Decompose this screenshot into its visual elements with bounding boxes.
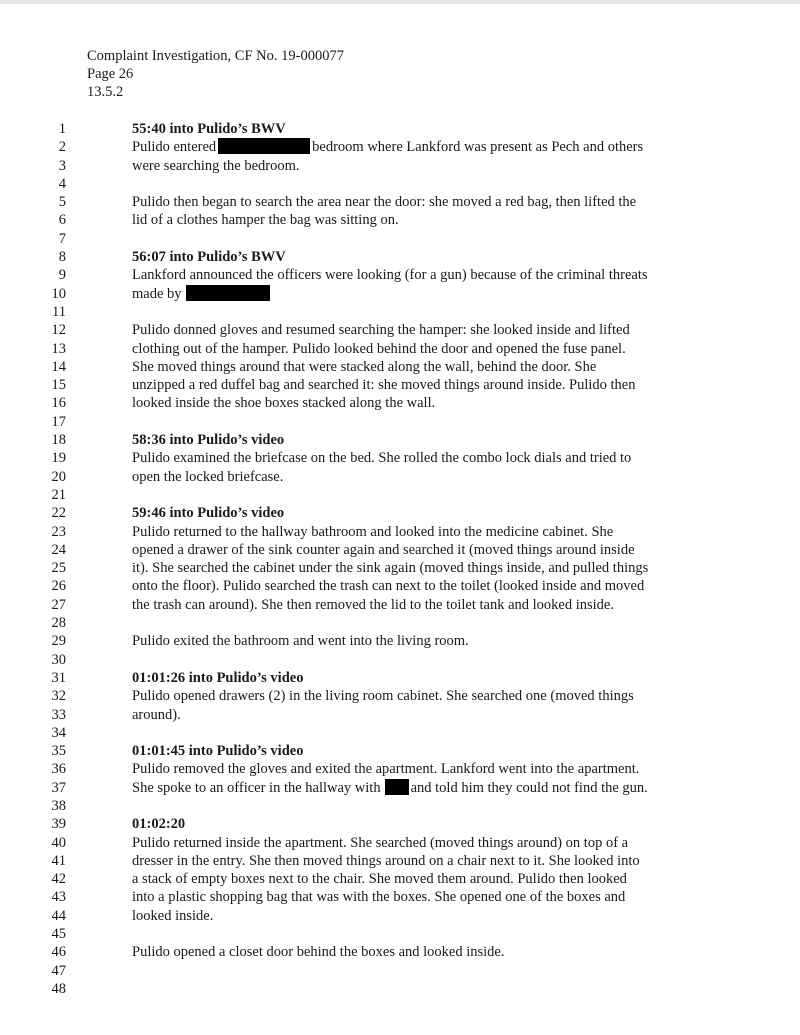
- line-number: 4: [58, 175, 66, 192]
- text-line: onto the floor). Pulido searched the trash can next to the toilet (looked inside and moved: [132, 578, 645, 595]
- text-line: open the locked briefcase.: [132, 468, 284, 485]
- line-number: 47: [51, 962, 66, 979]
- line-number: 38: [51, 797, 66, 814]
- text-line: lid of a clothes hamper the bag was sitting on.: [132, 212, 399, 229]
- text-line: [132, 779, 700, 797]
- line-number: 33: [51, 706, 66, 723]
- line-number: 19: [51, 450, 66, 467]
- line-number: 23: [51, 523, 66, 540]
- blank-line: [132, 303, 700, 321]
- line-number: 9: [58, 267, 66, 284]
- line-number: 3: [58, 157, 66, 174]
- line-number: 48: [51, 980, 66, 997]
- line-number: 30: [51, 651, 66, 668]
- text-span: bedroom where Lankford was present as Pech and others: [312, 139, 644, 156]
- timestamp-heading: 01:01:45 into Pulido’s video: [132, 743, 304, 760]
- line-number: 17: [51, 413, 66, 430]
- page-number: Page 26: [87, 66, 134, 82]
- text-line: She moved things around that were stacked along the wall, behind the door. She: [132, 358, 597, 375]
- line-number: 10: [51, 285, 66, 302]
- text-line: Pulido examined the briefcase on the bed. She rolled the combo lock dials and tried to: [132, 450, 632, 467]
- blank-line: [132, 486, 700, 504]
- blank-line: [132, 230, 700, 248]
- timestamp-heading: 55:40 into Pulido’s BWV: [132, 121, 286, 137]
- text-line: Pulido donned gloves and resumed searching the hamper: she looked inside and lifted: [132, 322, 630, 339]
- line-number: 31: [51, 669, 66, 686]
- line-number: 18: [51, 432, 66, 449]
- text-line: clothing out of the hamper. Pulido looked behind the door and opened the fuse panel.: [132, 340, 626, 357]
- line-number: 14: [51, 358, 66, 375]
- case-title: Complaint Investigation, CF No. 19-000077: [87, 48, 344, 64]
- text-line: Pulido removed the gloves and exited the apartment. Lankford went into the apartment.: [132, 761, 640, 778]
- section-number: 13.5.2: [87, 84, 124, 100]
- line-number: 42: [51, 871, 66, 888]
- timestamp-heading: 01:02:20: [132, 816, 186, 833]
- line-number: 5: [58, 194, 66, 211]
- text-line: unzipped a red duffel bag and searched it: she moved things around inside. Pulido then: [132, 377, 636, 394]
- text-line: it). She searched the cabinet under the sink again (moved things inside, and pulled things: [132, 560, 649, 577]
- line-number: 2: [58, 139, 66, 156]
- text-line: were searching the bedroom.: [132, 157, 300, 174]
- line-number: 21: [51, 486, 66, 503]
- line-number: 26: [51, 578, 66, 595]
- text-line: into a plastic shopping bag that was with the boxes. She opened one of the boxes and: [132, 889, 626, 906]
- blank-line: [132, 724, 700, 742]
- line-number: 28: [51, 615, 66, 632]
- blank-line: [132, 925, 700, 943]
- line-number: 27: [51, 596, 66, 613]
- line-number: 7: [58, 230, 66, 247]
- line-number: 8: [58, 249, 66, 266]
- text-line: Pulido opened drawers (2) in the living room cabinet. She searched one (moved things: [132, 688, 634, 705]
- line-number: 12: [51, 322, 66, 339]
- redaction-box: [186, 285, 270, 301]
- text-line: opened a drawer of the sink counter again and searched it (moved things around inside: [132, 541, 635, 558]
- line-number: 44: [51, 907, 66, 924]
- line-number: 46: [51, 944, 66, 961]
- text-line: [132, 138, 700, 156]
- text-line: [132, 285, 700, 303]
- timestamp-heading: 59:46 into Pulido’s video: [132, 505, 285, 522]
- text-line: around).: [132, 706, 181, 723]
- line-number: 15: [51, 377, 66, 394]
- line-number: 1: [58, 121, 66, 137]
- text-line: Lankford announced the officers were looking (for a gun) because of the criminal threats: [132, 267, 648, 284]
- text-line: dresser in the entry. She then moved things around on a chair next to it. She looked into: [132, 852, 640, 869]
- document-header: [87, 47, 344, 101]
- line-number: 39: [51, 816, 66, 833]
- text-line: Pulido opened a closet door behind the boxes and looked inside.: [132, 944, 505, 961]
- blank-line: [132, 962, 700, 980]
- line-number: 20: [51, 468, 66, 485]
- text-line: a stack of empty boxes next to the chair. She moved them around. Pulido then looked: [132, 871, 627, 888]
- line-number: 32: [51, 688, 66, 705]
- line-number: 36: [51, 761, 66, 778]
- line-number: 45: [51, 926, 66, 943]
- redaction-box: [218, 138, 310, 154]
- line-number: 6: [58, 212, 66, 229]
- line-number: 29: [51, 633, 66, 650]
- text-line: the trash can around). She then removed the lid to the toilet tank and looked inside.: [132, 596, 614, 613]
- redaction-box: [385, 779, 409, 795]
- timestamp-heading: 58:36 into Pulido’s video: [132, 432, 285, 449]
- line-number: 34: [51, 724, 66, 741]
- text-line: Pulido returned inside the apartment. She searched (moved things around) on top of a: [132, 834, 629, 851]
- line-number: 11: [52, 303, 66, 320]
- blank-line: [132, 614, 700, 632]
- line-number: 24: [51, 541, 66, 558]
- text-span: She spoke to an officer in the hallway with: [132, 779, 381, 796]
- text-line: looked inside.: [132, 907, 214, 924]
- text-line: Pulido then began to search the area near the door: she moved a red bag, then lifted the: [132, 194, 637, 211]
- blank-line: [132, 651, 700, 669]
- document-body: [132, 120, 700, 998]
- line-number: 40: [51, 834, 66, 851]
- line-number: 43: [51, 889, 66, 906]
- blank-line: [132, 175, 700, 193]
- line-number: 41: [51, 852, 66, 869]
- blank-line: [132, 980, 700, 998]
- text-span: and told him they could not find the gun.: [410, 779, 648, 796]
- text-span: made by: [132, 285, 182, 302]
- page-top-edge: [0, 0, 800, 4]
- blank-line: [132, 413, 700, 431]
- line-number: 35: [51, 743, 66, 760]
- text-line: Pulido returned to the hallway bathroom and looked into the medicine cabinet. She: [132, 523, 614, 540]
- text-line: looked inside the shoe boxes stacked along the wall.: [132, 395, 436, 412]
- line-number-column: [40, 120, 66, 998]
- timestamp-heading: 01:01:26 into Pulido’s video: [132, 669, 304, 686]
- line-number: 37: [51, 779, 66, 796]
- timestamp-heading: 56:07 into Pulido’s BWV: [132, 249, 286, 266]
- blank-line: [132, 797, 700, 815]
- line-number: 22: [51, 505, 66, 522]
- text-span: Pulido entered: [132, 139, 217, 156]
- text-line: Pulido exited the bathroom and went into the living room.: [132, 633, 469, 650]
- line-number: 16: [51, 395, 66, 412]
- line-number: 25: [51, 560, 66, 577]
- line-number: 13: [51, 340, 66, 357]
